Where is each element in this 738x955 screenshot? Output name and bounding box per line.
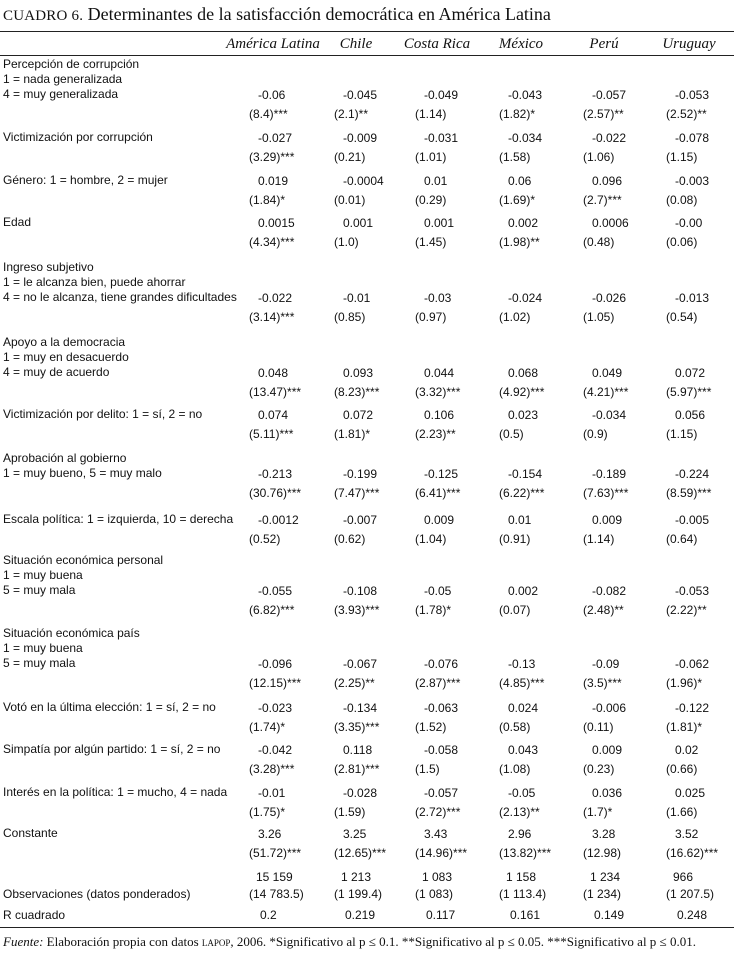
coefficient-cell: 0.093 bbox=[343, 365, 374, 380]
coefficient-cell: -0.05 bbox=[424, 583, 452, 598]
observations-count-cell: 1 234 bbox=[590, 870, 621, 884]
coefficient-cell: 0.049 bbox=[592, 365, 623, 380]
coefficient-cell: -0.067 bbox=[343, 656, 378, 671]
tstat-cell: (1.08) bbox=[499, 762, 531, 776]
coefficient-cell: 0.072 bbox=[343, 407, 374, 422]
observations-count-cell: 15 159 bbox=[256, 870, 293, 884]
tstat-cell: (12.98) bbox=[583, 846, 622, 860]
caption-title: Determinantes de la satisfacción democrática en América Latina bbox=[87, 4, 551, 24]
tstat-cell: (13.82)*** bbox=[499, 846, 552, 860]
coefficient-cell: 0.01 bbox=[508, 512, 532, 527]
tstat-cell: (8.59)*** bbox=[666, 486, 712, 501]
coefficient-cell: -0.122 bbox=[675, 700, 710, 715]
coefficient-cell: -0.031 bbox=[424, 130, 459, 145]
tstat-cell: (13.47)*** bbox=[249, 385, 302, 400]
coefficient-cell: -0.01 bbox=[343, 290, 371, 305]
coefficient-cell: -0.045 bbox=[343, 87, 378, 102]
tstat-cell: (1.45) bbox=[415, 235, 447, 249]
tstat-cell: (1.14) bbox=[583, 532, 615, 546]
coefficient-cell: 0.074 bbox=[258, 407, 289, 422]
tstat-cell: (0.97) bbox=[415, 310, 447, 325]
variable-scale-note: 4 = muy generalizada bbox=[3, 87, 119, 102]
tstat-cell: (5.97)*** bbox=[666, 385, 712, 400]
tstat-cell: (0.29) bbox=[415, 193, 447, 207]
coefficient-cell: 3.25 bbox=[343, 826, 367, 841]
tstat-cell: (0.91) bbox=[499, 532, 531, 546]
coefficient-cell: -0.09 bbox=[592, 656, 620, 671]
tstat-cell: (1.59) bbox=[334, 805, 366, 819]
variable-label: Interés en la política: 1 = mucho, 4 = nada bbox=[3, 785, 228, 799]
coefficient-cell: -0.027 bbox=[258, 130, 293, 145]
coefficient-cell: -0.189 bbox=[592, 466, 627, 481]
tstat-cell: (3.5)*** bbox=[583, 676, 622, 691]
tstat-cell: (0.64) bbox=[666, 532, 698, 546]
coefficient-cell: -0.034 bbox=[592, 407, 627, 422]
tstat-cell: (1.74)* bbox=[249, 720, 286, 734]
tstat-cell: (3.93)*** bbox=[334, 603, 380, 618]
coefficient-cell: -0.042 bbox=[258, 742, 293, 757]
coefficient-cell: 0.068 bbox=[508, 365, 539, 380]
tstat-cell: (14.96)*** bbox=[415, 846, 468, 860]
variable-label: Victimización por delito: 1 = sí, 2 = no bbox=[3, 407, 203, 421]
tstat-cell: (0.9) bbox=[583, 427, 608, 441]
coefficient-cell: -0.057 bbox=[424, 785, 459, 800]
variable-scale-note: 5 = muy mala bbox=[3, 583, 76, 598]
coefficient-cell: 0.025 bbox=[675, 785, 706, 800]
observations-count-cell: 1 158 bbox=[506, 870, 537, 884]
variable-label: Aprobación al gobierno bbox=[3, 451, 127, 465]
coefficient-cell: -0.199 bbox=[343, 466, 378, 481]
variable-label: Escala política: 1 = izquierda, 10 = derecha bbox=[3, 512, 234, 526]
tstat-cell: (1.69)* bbox=[499, 193, 536, 207]
coefficient-cell: -0.0004 bbox=[343, 173, 384, 188]
coefficient-cell: -0.063 bbox=[424, 700, 459, 715]
table-caption bbox=[3, 2, 551, 28]
variable-label: Victimización por corrupción bbox=[3, 130, 153, 144]
coefficient-cell: -0.134 bbox=[343, 700, 378, 715]
tstat-cell: (6.22)*** bbox=[499, 486, 545, 501]
variable-scale-note: 1 = muy buena bbox=[3, 568, 83, 583]
coefficient-cell: -0.024 bbox=[508, 290, 543, 305]
coefficient-cell: 0.118 bbox=[343, 742, 373, 757]
tstat-cell: (3.28)*** bbox=[249, 762, 295, 776]
coefficient-cell: -0.034 bbox=[508, 130, 543, 145]
tstat-cell: (0.06) bbox=[666, 235, 698, 249]
coefficient-cell: -0.01 bbox=[258, 785, 286, 800]
tstat-cell: (1.75)* bbox=[249, 805, 286, 819]
tstat-cell: (1.98)** bbox=[499, 235, 540, 249]
coefficient-cell: 0.096 bbox=[592, 173, 623, 188]
r-squared-cell: 0.161 bbox=[510, 908, 541, 922]
variable-label: Situación económica país bbox=[3, 626, 140, 640]
tstat-cell: (2.72)*** bbox=[415, 805, 461, 819]
coefficient-cell: -0.026 bbox=[592, 290, 627, 305]
observations-count-cell: 1 083 bbox=[422, 870, 453, 884]
coefficient-cell: 0.106 bbox=[424, 407, 455, 422]
coefficient-cell: -0.06 bbox=[258, 87, 286, 102]
tstat-cell: (12.65)*** bbox=[334, 846, 387, 860]
variable-label: Edad bbox=[3, 215, 32, 229]
coefficient-cell: -0.0012 bbox=[258, 512, 299, 527]
tstat-cell: (2.13)** bbox=[499, 805, 540, 819]
tstat-cell: (7.63)*** bbox=[583, 486, 629, 501]
footnote-text-before: Elaboración propia con datos bbox=[46, 934, 199, 949]
coefficient-cell: -0.096 bbox=[258, 656, 293, 671]
tstat-cell: (2.87)*** bbox=[415, 676, 461, 691]
column-header: México bbox=[498, 36, 544, 52]
variable-scale-note: 1 = muy buena bbox=[3, 641, 83, 656]
coefficient-cell: 0.043 bbox=[508, 742, 539, 757]
coefficient-cell: -0.005 bbox=[675, 512, 710, 527]
tstat-cell: (1.66) bbox=[666, 805, 698, 819]
tstat-cell: (1.78)* bbox=[415, 603, 452, 618]
observations-weighted-cell: (1 113.4) bbox=[499, 887, 547, 901]
tstat-cell: (1.81)* bbox=[334, 427, 371, 441]
coefficient-cell: 0.036 bbox=[592, 785, 623, 800]
coefficient-cell: 0.044 bbox=[424, 365, 455, 380]
coefficient-cell: -0.022 bbox=[258, 290, 293, 305]
coefficient-cell: -0.03 bbox=[424, 290, 452, 305]
coefficient-cell: 3.52 bbox=[675, 826, 699, 841]
variable-label: Simpatía por algún partido: 1 = sí, 2 = no bbox=[3, 742, 221, 756]
tstat-cell: (3.35)*** bbox=[334, 720, 380, 734]
tstat-cell: (4.34)*** bbox=[249, 235, 295, 249]
caption-label: CUADRO 6. bbox=[3, 8, 84, 24]
tstat-cell: (2.57)** bbox=[583, 107, 624, 122]
coefficient-cell: 0.01 bbox=[424, 173, 448, 188]
tstat-cell: (1.04) bbox=[415, 532, 447, 546]
tstat-cell: (1.0) bbox=[334, 235, 359, 249]
r-squared-cell: 0.117 bbox=[426, 908, 456, 922]
variable-scale-note: 5 = muy mala bbox=[3, 656, 76, 671]
tstat-cell: (30.76)*** bbox=[249, 486, 302, 501]
coefficient-cell: 0.001 bbox=[424, 215, 455, 230]
coefficient-cell: 0.056 bbox=[675, 407, 706, 422]
tstat-cell: (51.72)*** bbox=[249, 846, 302, 860]
variable-label: Votó en la última elección: 1 = sí, 2 = no bbox=[3, 700, 216, 714]
coefficient-cell: 0.06 bbox=[508, 173, 532, 188]
tstat-cell: (1.14) bbox=[415, 107, 447, 122]
coefficient-cell: -0.082 bbox=[592, 583, 627, 598]
coefficient-cell: -0.055 bbox=[258, 583, 293, 598]
tstat-cell: (7.47)*** bbox=[334, 486, 380, 501]
r-squared-cell: 0.248 bbox=[677, 908, 708, 922]
observations-count-cell: 966 bbox=[673, 870, 694, 884]
coefficient-cell: 0.0006 bbox=[592, 215, 629, 230]
tstat-cell: (1.96)* bbox=[666, 676, 703, 691]
tstat-cell: (2.23)** bbox=[415, 427, 456, 441]
tstat-cell: (5.11)*** bbox=[249, 427, 294, 441]
tstat-cell: (0.08) bbox=[666, 193, 698, 207]
tstat-cell: (1.58) bbox=[499, 150, 531, 164]
tstat-cell: (16.62)*** bbox=[666, 846, 719, 860]
variable-scale-note: 1 = nada generalizada bbox=[3, 72, 123, 87]
tstat-cell: (4.21)*** bbox=[583, 385, 629, 400]
tstat-cell: (1.15) bbox=[666, 150, 698, 164]
top-rule bbox=[0, 31, 734, 32]
tstat-cell: (6.82)*** bbox=[249, 603, 295, 618]
tstat-cell: (2.7)*** bbox=[583, 193, 622, 207]
coefficient-cell: -0.05 bbox=[508, 785, 536, 800]
variable-label: Situación económica personal bbox=[3, 553, 164, 567]
tstat-cell: (0.5) bbox=[499, 427, 524, 441]
tstat-cell: (0.21) bbox=[334, 150, 366, 164]
variable-label: Ingreso subjetivo bbox=[3, 260, 94, 274]
observations-weighted-cell: (1 234) bbox=[583, 887, 622, 901]
column-header: Uruguay bbox=[662, 36, 716, 52]
tstat-cell: (1.05) bbox=[583, 310, 615, 325]
variable-label: Constante bbox=[3, 826, 58, 840]
variable-scale-note: 4 = muy de acuerdo bbox=[3, 365, 110, 380]
variable-scale-note: 1 = muy en desacuerdo bbox=[3, 350, 129, 365]
coefficient-cell: 0.009 bbox=[592, 742, 623, 757]
coefficient-cell: 2.96 bbox=[508, 826, 532, 841]
tstat-cell: (1.81)* bbox=[666, 720, 703, 734]
tstat-cell: (2.52)** bbox=[666, 107, 707, 122]
coefficient-cell: -0.053 bbox=[675, 583, 710, 598]
tstat-cell: (0.01) bbox=[334, 193, 366, 207]
tstat-cell: (0.54) bbox=[666, 310, 698, 325]
observations-weighted-cell: (1 199.4) bbox=[334, 887, 383, 901]
coefficient-cell: 0.048 bbox=[258, 365, 289, 380]
coefficient-cell: -0.053 bbox=[675, 87, 710, 102]
coefficient-cell: -0.057 bbox=[592, 87, 627, 102]
coefficient-cell: 0.002 bbox=[508, 583, 539, 598]
coefficient-cell: -0.154 bbox=[508, 466, 543, 481]
coefficient-cell: -0.125 bbox=[424, 466, 459, 481]
coefficient-cell: -0.003 bbox=[675, 173, 710, 188]
coefficient-cell: -0.007 bbox=[343, 512, 378, 527]
coefficient-cell: -0.058 bbox=[424, 742, 459, 757]
tstat-cell: (1.02) bbox=[499, 310, 531, 325]
coefficient-cell: -0.049 bbox=[424, 87, 459, 102]
observations-count-cell: 1 213 bbox=[341, 870, 372, 884]
coefficient-cell: 0.009 bbox=[592, 512, 623, 527]
tstat-cell: (1.06) bbox=[583, 150, 615, 164]
table-footnote bbox=[3, 933, 696, 950]
variable-label: Género: 1 = hombre, 2 = mujer bbox=[3, 173, 168, 187]
coefficient-cell: 3.28 bbox=[592, 826, 616, 841]
coefficient-cell: 0.02 bbox=[675, 742, 699, 757]
column-header: Costa Rica bbox=[403, 36, 471, 52]
coefficient-cell: 0.024 bbox=[508, 700, 539, 715]
footnote-source-name: lapop bbox=[201, 934, 231, 949]
r-squared-cell: 0.2 bbox=[260, 908, 277, 922]
coefficient-cell: 0.023 bbox=[508, 407, 539, 422]
observations-weighted-cell: (1 207.5) bbox=[666, 887, 715, 901]
r-squared-cell: 0.149 bbox=[594, 908, 625, 922]
column-header: América Latina bbox=[226, 36, 320, 52]
coefficient-cell: 0.001 bbox=[343, 215, 374, 230]
tstat-cell: (3.29)*** bbox=[249, 150, 295, 164]
tstat-cell: (2.81)*** bbox=[334, 762, 380, 776]
variable-scale-note: 1 = muy bueno, 5 = muy malo bbox=[3, 466, 162, 481]
coefficient-cell: 3.26 bbox=[258, 826, 282, 841]
coefficient-cell: -0.009 bbox=[343, 130, 378, 145]
column-header: Perú bbox=[589, 36, 619, 52]
tstat-cell: (1.7)* bbox=[583, 805, 613, 819]
tstat-cell: (0.62) bbox=[334, 532, 366, 546]
tstat-cell: (2.25)** bbox=[334, 676, 375, 691]
tstat-cell: (1.5) bbox=[415, 762, 440, 776]
tstat-cell: (2.1)** bbox=[334, 107, 369, 122]
column-header: Chile bbox=[339, 36, 373, 52]
coefficient-cell: -0.028 bbox=[343, 785, 378, 800]
tstat-cell: (2.48)** bbox=[583, 603, 624, 618]
coefficient-cell: -0.00 bbox=[675, 215, 703, 230]
tstat-cell: (0.11) bbox=[583, 720, 614, 734]
observations-label: Observaciones (datos ponderados) bbox=[3, 887, 191, 901]
variable-label: Apoyo a la democracia bbox=[3, 335, 126, 349]
coefficient-cell: -0.13 bbox=[508, 656, 536, 671]
tstat-cell: (8.23)*** bbox=[334, 385, 380, 400]
coefficient-cell: -0.213 bbox=[258, 466, 293, 481]
tstat-cell: (2.22)** bbox=[666, 603, 707, 618]
variable-label: Percepción de corrupción bbox=[3, 57, 140, 71]
tstat-cell: (0.23) bbox=[583, 762, 615, 776]
tstat-cell: (3.14)*** bbox=[249, 310, 295, 325]
coefficient-cell: 0.0015 bbox=[258, 215, 295, 230]
tstat-cell: (1.01) bbox=[415, 150, 447, 164]
tstat-cell: (1.52) bbox=[415, 720, 447, 734]
coefficient-cell: -0.023 bbox=[258, 700, 293, 715]
observations-weighted-cell: (14 783.5) bbox=[249, 887, 304, 901]
coefficient-cell: -0.224 bbox=[675, 466, 710, 481]
observations-weighted-cell: (1 083) bbox=[415, 887, 454, 901]
coefficient-cell: -0.078 bbox=[675, 130, 710, 145]
tstat-cell: (8.4)*** bbox=[249, 107, 288, 122]
coefficient-cell: 0.002 bbox=[508, 215, 539, 230]
tstat-cell: (1.15) bbox=[666, 427, 698, 441]
coefficient-cell: -0.108 bbox=[343, 583, 378, 598]
tstat-cell: (0.85) bbox=[334, 310, 366, 325]
tstat-cell: (0.48) bbox=[583, 235, 615, 249]
tstat-cell: (1.82)* bbox=[499, 107, 536, 122]
variable-scale-note: 1 = le alcanza bien, puede ahorrar bbox=[3, 275, 186, 290]
r-squared-cell: 0.219 bbox=[345, 908, 376, 922]
tstat-cell: (0.52) bbox=[249, 532, 281, 546]
r-squared-label: R cuadrado bbox=[3, 908, 66, 922]
coefficient-cell: -0.076 bbox=[424, 656, 459, 671]
tstat-cell: (4.85)*** bbox=[499, 676, 545, 691]
tstat-cell: (6.41)*** bbox=[415, 486, 461, 501]
coefficient-cell: 3.43 bbox=[424, 826, 448, 841]
coefficient-cell: -0.013 bbox=[675, 290, 710, 305]
coefficient-cell: -0.022 bbox=[592, 130, 627, 145]
coefficient-cell: -0.043 bbox=[508, 87, 543, 102]
variable-scale-note: 4 = no le alcanza, tiene grandes dificultades bbox=[3, 290, 237, 305]
tstat-cell: (0.66) bbox=[666, 762, 698, 776]
coefficient-cell: -0.062 bbox=[675, 656, 710, 671]
coefficient-cell: 0.009 bbox=[424, 512, 455, 527]
tstat-cell: (4.92)*** bbox=[499, 385, 545, 400]
bottom-rule bbox=[0, 927, 734, 928]
tstat-cell: (12.15)*** bbox=[249, 676, 302, 691]
footnote-source-label: Fuente: bbox=[3, 934, 44, 949]
tstat-cell: (0.07) bbox=[499, 603, 531, 618]
tstat-cell: (1.84)* bbox=[249, 193, 286, 207]
footnote-text-after: , 2006. *Significativo al p ≤ 0.1. **Significativo al p ≤ 0.05. ***Significativo al p ≤ 0.01. bbox=[230, 934, 696, 949]
tstat-cell: (3.32)*** bbox=[415, 385, 461, 400]
tstat-cell: (0.58) bbox=[499, 720, 531, 734]
coefficient-cell: 0.019 bbox=[258, 173, 289, 188]
coefficient-cell: 0.072 bbox=[675, 365, 706, 380]
coefficient-cell: -0.006 bbox=[592, 700, 627, 715]
